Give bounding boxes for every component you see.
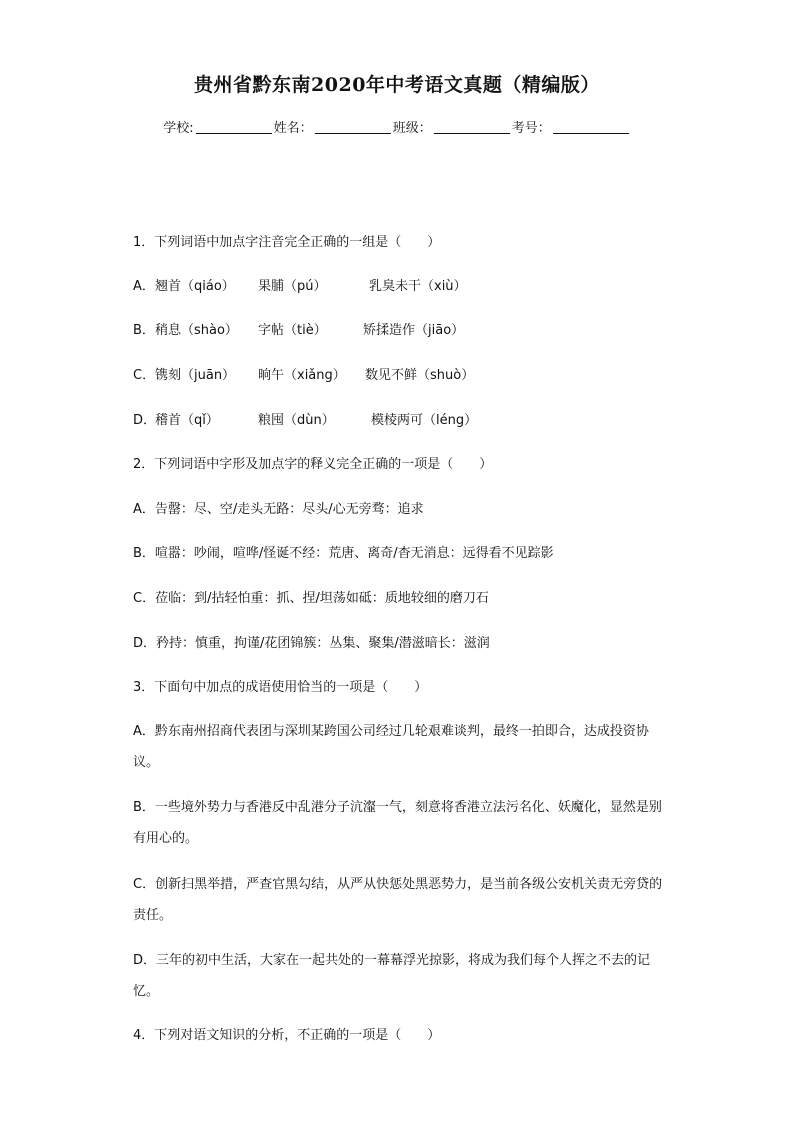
option-label: D．: [133, 413, 157, 428]
option-word-3: 模棱两可（léng）: [371, 413, 478, 428]
school-blank: [196, 119, 272, 134]
question-3-stem: 3．下面句中加点的成语使用恰当的一项是（ ）: [133, 680, 428, 695]
school-label: 学校:: [163, 121, 194, 136]
option-word-1: 镌刻（juān）: [155, 368, 236, 383]
student-info-line: [0, 117, 794, 136]
class-blank: [434, 119, 510, 134]
question-3-option-a: A．黔东南州招商代表团与深圳某跨国公司经过几轮艰难谈判，最终一拍即合，达成投资协议。: [133, 724, 649, 770]
question-2-stem: 2．下列词语中字形及加点字的释义完全正确的一项是（ ）: [133, 457, 493, 472]
option-word-1: 翘首（qiáo）: [155, 279, 235, 294]
question-2-option-d: D．矜持：慎重，拘谨/花团锦簇：丛集、聚集/潜滋暗长：滋润: [133, 636, 490, 651]
question-1-stem: 1．下列词语中加点字注音完全正确的一组是（ ）: [133, 235, 441, 250]
option-label: C．: [133, 368, 156, 383]
exam-no-blank: [553, 119, 629, 134]
question-2-option-b: B．喧嚣：吵闹，喧哗/怪诞不经：荒唐、离奇/杳无消息：远得看不见踪影: [133, 546, 554, 561]
option-word-2: 字帖（tiè）: [258, 323, 327, 338]
question-2-option-a: A．告罄：尽、空/走头无路：尽头/心无旁骛：追求: [133, 502, 424, 517]
option-label: A．: [133, 279, 155, 294]
class-label: 班级：: [392, 121, 432, 136]
name-blank: [315, 119, 391, 134]
exam-no-label: 考号：: [511, 121, 551, 136]
name-label: 姓名：: [273, 121, 313, 136]
question-3-option-d: D．三年的初中生活，大家在一起共处的一幕幕浮光掠影，将成为我们每个人挥之不去的记忆。: [133, 953, 651, 999]
question-3-option-c: C．创新扫黑举措，严查官黑勾结，从严从快惩处黑恶势力，是当前各级公安机关责无旁贷的责任。: [133, 877, 663, 923]
option-word-2: 果脯（pú）: [258, 279, 327, 294]
option-word-1: 稽首（qǐ）: [155, 413, 219, 428]
option-word-3: 乳臭未干（xiù）: [369, 279, 467, 294]
question-4-stem: 4．下列对语文知识的分析，不正确的一项是（ ）: [133, 1028, 441, 1043]
option-label: B．: [133, 323, 155, 338]
question-3-option-b: B．一些境外势力与香港反中乱港分子沆瀣一气，刻意将香港立法污名化、妖魔化，显然是别有用心的。: [133, 800, 662, 846]
question-2-option-c: C．莅临：到/拈轻怕重：抓、捏/坦荡如砥：质地较细的磨刀石: [133, 591, 489, 606]
page-title: 贵州省黔东南2020年中考语文真题（精编版）: [194, 74, 600, 96]
option-word-3: 数见不鲜（shuò）: [365, 368, 475, 383]
option-word-3: 矫揉造作（jiāo）: [363, 323, 465, 338]
option-word-2: 晌午（xiǎng）: [258, 368, 346, 383]
option-word-1: 稍息（shào）: [155, 323, 238, 338]
option-word-2: 粮囤（dùn）: [258, 413, 335, 428]
